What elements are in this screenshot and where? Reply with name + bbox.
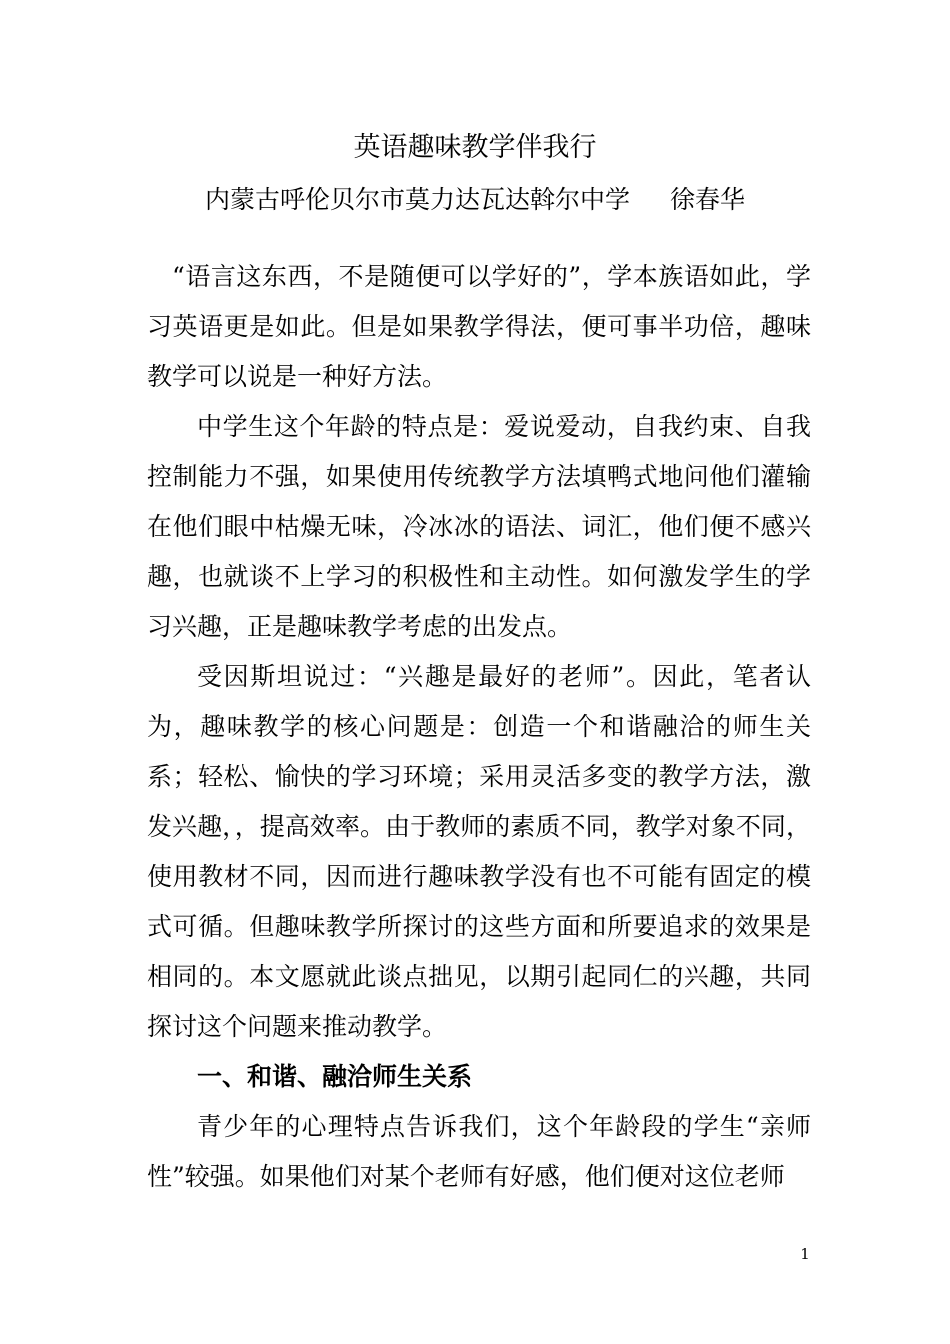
paragraph: 青少年的心理特点告诉我们，这个年龄段的学生“亲师性”较强。如果他们对某个老师有好感，他们便对这位老师 [147,1112,811,1191]
page-number: 1 [800,1245,810,1263]
document-body [147,252,811,1202]
author-name: 徐春华 [670,185,746,214]
paragraph: “语言这东西，不是随便可以学好的”，学本族语如此，学习英语更是如此。但是如果教学得法，便可事半功倍，趣味教学可以说是一种好方法。 [147,262,811,391]
paragraph: 中学生这个年龄的特点是：爱说爱动，自我约束、自我控制能力不强，如果使用传统教学方法填鸭式地问他们灌输在他们眼中枯燥无味，冷冰冰的语法、词汇，他们便不感兴趣，也就谈不上学习的积极性和主动性。如何激发学生的学习兴趣，正是趣味教学考虑的出发点。 [147,412,811,641]
section-heading: 一、和谐、融洽师生关系 [197,1062,473,1091]
author-affiliation: 内蒙古呼伦贝尔市莫力达瓦达斡尔中学 [204,185,630,214]
paragraph: 受因斯坦说过：“兴趣是最好的老师”。因此，笔者认为，趣味教学的核心问题是：创造一个和谐融洽的师生关系；轻松、愉快的学习环境；采用灵活多变的教学方法，激发兴趣，，提高效率。由于教师的素质不同，教学对象不同，使用教材不同，因而进行趣味教学没有也不可能有固定的模式可循。但趣味教学所探讨的这些方面和所要追求的效果是相同的。本文愿就此谈点拙见，以期引起同仁的兴趣，共同探讨这个问题来推动教学。 [147,662,811,1041]
document-title: 英语趣味教学伴我行 [353,132,597,163]
author-byline [0,180,950,220]
